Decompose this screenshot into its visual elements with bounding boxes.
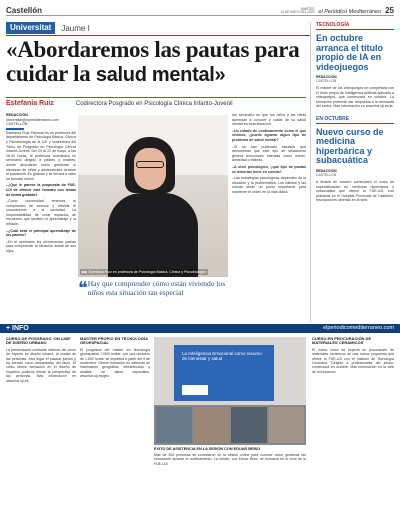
paragraph: del seminario es que los niños y las niñas aprendan a conocer y cuidar de su salud mental en esta situación. xyxy=(232,113,306,127)
brief-5 xyxy=(312,337,394,376)
sidebar-dateline: CASTELLÓN xyxy=(316,79,337,83)
date-weekday: MARTES xyxy=(301,6,315,11)
video-tile xyxy=(269,407,305,443)
page-number: 25 xyxy=(385,6,394,15)
video-tiles xyxy=(154,405,306,445)
author-label: REDACCIÓN xyxy=(6,113,28,117)
section-name: Castellón xyxy=(6,6,43,15)
section-label: Universitat xyxy=(6,22,55,34)
answer: –Si se han publicado estudios que demuestran que este tipo de situaciones genera emociones intensas como miedo, ansiedad o tristeza. xyxy=(232,144,306,163)
section-rule xyxy=(6,35,310,36)
section-sublabel: Jaume I xyxy=(61,23,90,33)
quote-icon: ❝ xyxy=(78,278,88,298)
photo-body xyxy=(108,193,198,277)
portrait-photo xyxy=(78,115,228,277)
sidebar-headline: En octubre arranca el título propio de IA en videojuegos xyxy=(316,33,384,72)
brief-2 xyxy=(80,337,150,381)
interviewee-title: Codirectora Posgrado en Psicología Clínica Infanto-Juvenil xyxy=(75,100,233,107)
answer: –En el seminario les ofreceremos pautas para comprender la situación actual de sus hijos. xyxy=(6,239,76,254)
brief-headline: ÉXITO DE ASISTENCIA EN LA SESIÓN CON EDUAR BRISO xyxy=(154,447,261,451)
sidebar-tag: TECNOLOGÍA xyxy=(316,22,394,30)
interviewee-name: Estefanía Ruiz xyxy=(6,100,54,107)
sidebar-headline: Nuevo curso de medicina hiperbárica y subacuática xyxy=(316,126,384,166)
question: –Un estado de confinamiento como el que vivimos, ¿puede agravar algún tipo de problema de salud mental? xyxy=(232,128,306,142)
sidebar-author: REDACCIÓN xyxy=(316,75,337,79)
question: –¿Cuál será el principal aprendizaje de los padres? xyxy=(6,228,76,238)
brief-headline: MÁSTER PROPIO EN TECNOLOGÍA GEOESPACIAL xyxy=(80,336,148,346)
sidebar-tag: EN OCTUBRE xyxy=(316,116,394,124)
session-screenshot xyxy=(154,337,306,445)
website-link[interactable]: elperiodicomediterraneo.com xyxy=(323,325,394,331)
video-tile xyxy=(156,407,192,443)
headline xyxy=(6,38,306,87)
date-full: 12 DE MAYO DEL 2020 xyxy=(280,10,315,15)
presentation-slide xyxy=(174,345,274,401)
info-label: + INFO xyxy=(6,325,29,332)
sidebar-text: El máster de los videojuegos se completará con el título propio de Inteligencia Artificial aplicada a videojuegos, que comenzará en octubre. La formación pretende dar respuesta a la demanda del sector. Más información en www.fue.uji.es/ia. xyxy=(316,86,394,109)
brief-headline: CURSO DE POSGRADO ‘ON LINE’ DE DISEÑO URBANO xyxy=(6,336,71,346)
video-tile xyxy=(194,407,230,443)
brief-1 xyxy=(6,337,76,385)
issue-date xyxy=(281,8,315,15)
sidebar xyxy=(310,22,394,322)
sidebar-text: A finales de octubre comenzará el curso de especialización en medicina hiperbárica y subacuática que ofrece la FUE-UJI, con prácticas en el Hospital Provincial de Castellón. Inscripciones abiertas en la web. xyxy=(316,179,394,203)
intro-paragraph: Estefanía Ruiz Palomar es es profesora del departamento de Psicología Básica, Clínica y Psicobiología de la UJI y codirectora del Título de Posgrado en Psicología Clínica Infanto-Juvenil. Del 20 al 22 de mayo, a las 18.00 horas, la profesora coordinará un seminario dirigido a padres y madres, donde abordarán cómo gestionar el bienestar de niños y adolescentes durante la pandemia. Es gratuito y se llevará a cabo en formato online. xyxy=(6,130,76,181)
sidebar-dateline: CASTELLÓN xyxy=(316,172,337,177)
dateline: CASTELLÓN xyxy=(6,122,28,127)
author-email[interactable]: universitat@epmediterraneo.com xyxy=(6,117,59,122)
photo-caption: ▶▶ Estefanía Ruiz es profesora de Psicología Básica, Clínica y Psicobiología. xyxy=(82,270,207,274)
sidebar-author: REDACCIÓN xyxy=(316,168,337,173)
answer: –Las estrategias psicológicas dependen de la situación y la problemática. Los hábitos y las rutinas serán un punto importante para mantener el orden en la vida diaria. xyxy=(232,176,306,194)
brief-text: El nuevo curso de experto en procuración de materiales cerámicos es una nueva propuesta que ofrece la FUE-UJI con el Instituto de Tecnología Cerámica. Dirigido a profesionales del sector, comenzará en octubre. Más información en la web de la fundación. xyxy=(312,347,394,374)
page-header xyxy=(6,2,394,16)
byline-bar xyxy=(6,97,306,109)
slide-title: La Inteligencia Emocional como recurso de bienestar y salud xyxy=(182,351,262,361)
newspaper-name: el Periódico Mediterráneo xyxy=(318,9,382,15)
article-column-3 xyxy=(232,113,306,197)
brief-text: El programa del máster en tecnología geoespacial, 100% online, con una duración de 1.500 horas, se impartirá a partir del 9 de noviembre. Ofrece formación en sistemas de información geográfica, teledetección y análisis de datos espaciales. www.fue.uji.es/geo. xyxy=(80,347,150,379)
video-tile xyxy=(231,407,267,443)
answer: –Como universidad tenemos el compromiso de acercar y difundir el conocimiento a la sociedad. La responsabilidad de crear espacios de encuentro que faciliten el aprendizaje y la difusión. xyxy=(6,199,76,227)
brief-headline: CURSO EN PROCURACIÓN DE MATERIALES CERÁMICOS xyxy=(312,336,372,346)
question: –A nivel psicológico, ¿qué tipo de pautas se deberían tener en cuenta? xyxy=(232,164,306,174)
info-bar xyxy=(0,324,400,333)
quote-text: Hay que comprender cómo están viviendo los niños esta situación tan especial xyxy=(87,279,226,297)
headline-bold: salud mental» xyxy=(95,64,226,86)
headline-text: «Abordaremos las pautas para cuidar la xyxy=(6,37,300,86)
question: –¿Qué le parece la propuesta de FUE-UJI de ofrecer este formato con temas de forma gratuita? xyxy=(6,183,76,197)
pull-quote xyxy=(78,280,228,310)
divider xyxy=(6,128,24,130)
header-meta xyxy=(281,6,394,15)
photo-glasses xyxy=(136,161,164,168)
section-bar xyxy=(6,22,306,34)
brief-text: La presentación mediante webinar del curso de experto en diseño urbano, la ciudad de las personas, tuvo lugar el pasado jueves y ha servido como lanzamiento del título. El curso ofrece formación en el diseño de espacios públicos desde la perspectiva de las personas. Más información en www.fue.uji.es. xyxy=(6,347,76,383)
article-column-1 xyxy=(6,113,76,256)
brief-text: Más de 300 personas se conectaron en la sesión online para conocer cómo gestionar las emociones durante el confinamiento. La sesión, con Eduar Briso, se enmarca en el ciclo de la FUE-UJI. xyxy=(154,453,306,466)
slide-logo xyxy=(182,385,208,395)
photo-face xyxy=(134,148,166,190)
